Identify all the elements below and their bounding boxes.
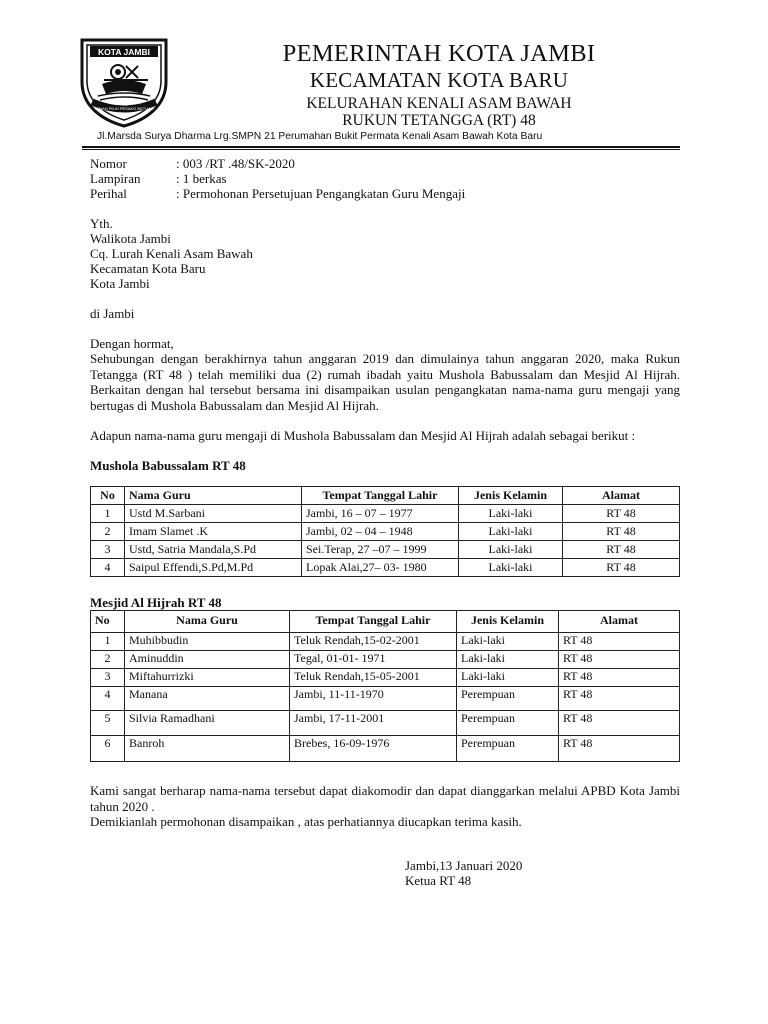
cell-no: 3 [91,669,125,687]
cell-ttl: Lopak Alai,27– 03- 1980 [302,559,459,577]
cell-jk: Laki-laki [459,541,563,559]
table-row [91,651,680,669]
meta-nomor [90,156,295,172]
col-alamat: Alamat [559,611,680,633]
body-paragraph-1: Sehubungan dengan berakhirnya tahun anggaran 2019 dan dimulainya tahun anggaran 2020, maka Rukun Tetangga (RT 48 ) telah memiliki dua (2) rumah ibadah yaitu Mushola Babussalam dan Mesjid Al Hijrah. Berkaitan dengan hal tersebut bersama ini disampaikan usulan pengangkatan nama-nama guru mengaji yang bertugas di Mushola Babussalam dan Mesjid Al Hijrah. [90,351,680,413]
col-alamat: Alamat [563,487,680,505]
cell-no: 4 [91,687,125,711]
cell-no: 3 [91,541,125,559]
cell-no: 1 [91,633,125,651]
col-no: No [91,611,125,633]
cell-nama: Banroh [125,736,290,762]
cell-jk: Perempuan [457,711,559,736]
cell-jk: Laki-laki [459,505,563,523]
cell-no: 1 [91,505,125,523]
closing-paragraph-2: Demikianlah permohonan disampaikan , atas perhatiannya diucapkan terima kasih. [90,814,522,829]
meta-perihal-value: : Permohonan Persetujuan Pengangkatan Guru Mengaji [176,186,466,201]
mushola-teachers-table [90,486,680,577]
signature-title: Ketua RT 48 [405,873,472,888]
col-jenis-kelamin: Jenis Kelamin [459,487,563,505]
body-paragraph-2: Adapun nama-nama guru mengaji di Mushola Babussalam dan Mesjid Al Hijrah adalah sebagai berikut : [90,428,636,443]
cell-no: 2 [91,523,125,541]
cell-nama: Silvia Ramadhani [125,711,290,736]
cell-ttl: Tegal, 01-01- 1971 [290,651,457,669]
cell-nama: Manana [125,687,290,711]
meta-nomor-label: Nomor [90,156,127,171]
cell-ttl: Teluk Rendah,15-05-2001 [290,669,457,687]
cell-nama: Imam Slamet .K [125,523,302,541]
col-nama-guru: Nama Guru [125,611,290,633]
logo-text: KOTA JAMBI [98,47,150,57]
col-nama-guru: Nama Guru [125,487,302,505]
cell-nama: Ustd M.Sarbani [125,505,302,523]
cell-ttl: Jambi, 17-11-2001 [290,711,457,736]
cell-alamat: RT 48 [563,523,680,541]
cell-no: 5 [91,711,125,736]
recipient-line-3: Kecamatan Kota Baru [90,261,206,276]
cell-alamat: RT 48 [563,541,680,559]
meta-lampiran-value: : 1 berkas [176,171,227,186]
cell-ttl: Jambi, 02 – 04 – 1948 [302,523,459,541]
recipient-yth: Yth. [90,216,113,231]
table1-title: Mushola Babussalam RT 48 [90,458,246,473]
cell-jk: Perempuan [457,736,559,762]
letterhead-line-3: KELURAHAN KENALI ASAM BAWAH [306,95,572,112]
col-ttl: Tempat Tanggal Lahir [302,487,459,505]
cell-alamat: RT 48 [559,633,680,651]
recipient-line-4: Kota Jambi [90,276,150,291]
signature-place-date: Jambi,13 Januari 2020 [405,858,523,873]
table-row [91,736,680,762]
col-jenis-kelamin: Jenis Kelamin [457,611,559,633]
salutation: Dengan hormat, [90,336,174,351]
table-row [91,559,680,577]
meta-perihal [90,186,465,202]
cell-ttl: Sei.Terap, 27 –07 – 1999 [302,541,459,559]
cell-alamat: RT 48 [559,736,680,762]
letterhead-line-4: RUKUN TETANGGA (RT) 48 [342,112,536,129]
logo-motto: TANAH PILIH PESAKO BETUAH [94,106,154,111]
recipient-line-1: Walikota Jambi [90,231,171,246]
meta-lampiran-label: Lampiran [90,171,141,186]
letterhead-divider [82,146,680,148]
letterhead-line-1: PEMERINTAH KOTA JAMBI [282,40,596,67]
recipient-line-2: Cq. Lurah Kenali Asam Bawah [90,246,253,261]
table-row [91,669,680,687]
cell-jk: Laki-laki [459,523,563,541]
cell-no: 4 [91,559,125,577]
cell-ttl: Teluk Rendah,15-02-2001 [290,633,457,651]
table-row [91,633,680,651]
cell-ttl: Brebes, 16-09-1976 [290,736,457,762]
cell-jk: Perempuan [457,687,559,711]
table-row [91,687,680,711]
meta-nomor-value: : 003 /RT .48/SK-2020 [176,156,295,171]
cell-alamat: RT 48 [559,687,680,711]
cell-nama: Muhibbudin [125,633,290,651]
cell-alamat: RT 48 [559,711,680,736]
table-row [91,711,680,736]
letterhead-line-2: KECAMATAN KOTA BARU [309,68,569,92]
cell-ttl: Jambi, 16 – 07 – 1977 [302,505,459,523]
col-ttl: Tempat Tanggal Lahir [290,611,457,633]
cell-no: 6 [91,736,125,762]
letterhead-divider-thin [82,149,680,150]
closing-paragraph-1: Kami sangat berharap nama-nama tersebut dapat diakomodir dan dapat dianggarkan melalui APBD Kota Jambi tahun 2020 . [90,783,680,814]
meta-lampiran [90,171,227,187]
cell-alamat: RT 48 [559,669,680,687]
cell-jk: Laki-laki [457,651,559,669]
cell-nama: Miftahurrizki [125,669,290,687]
table-header-row [91,611,680,633]
cell-no: 2 [91,651,125,669]
table-row [91,523,680,541]
cell-jk: Laki-laki [457,633,559,651]
cell-alamat: RT 48 [563,505,680,523]
cell-nama: Ustd, Satria Mandala,S.Pd [125,541,302,559]
recipient-location: di Jambi [90,306,135,321]
letterhead-address: Jl.Marsda Surya Dharma Lrg.SMPN 21 Perumahan Bukit Permata Kenali Asam Bawah Kota Baru [97,131,543,142]
table-row [91,505,680,523]
cell-alamat: RT 48 [563,559,680,577]
cell-alamat: RT 48 [559,651,680,669]
cell-nama: Saipul Effendi,S.Pd,M.Pd [125,559,302,577]
cell-ttl: Jambi, 11-11-1970 [290,687,457,711]
table-header-row [91,487,680,505]
mesjid-teachers-table [90,610,680,762]
col-no: No [91,487,125,505]
cell-jk: Laki-laki [459,559,563,577]
table-row [91,541,680,559]
cell-nama: Aminuddin [125,651,290,669]
cell-jk: Laki-laki [457,669,559,687]
meta-perihal-label: Perihal [90,186,127,201]
table2-title: Mesjid Al Hijrah RT 48 [90,595,222,610]
